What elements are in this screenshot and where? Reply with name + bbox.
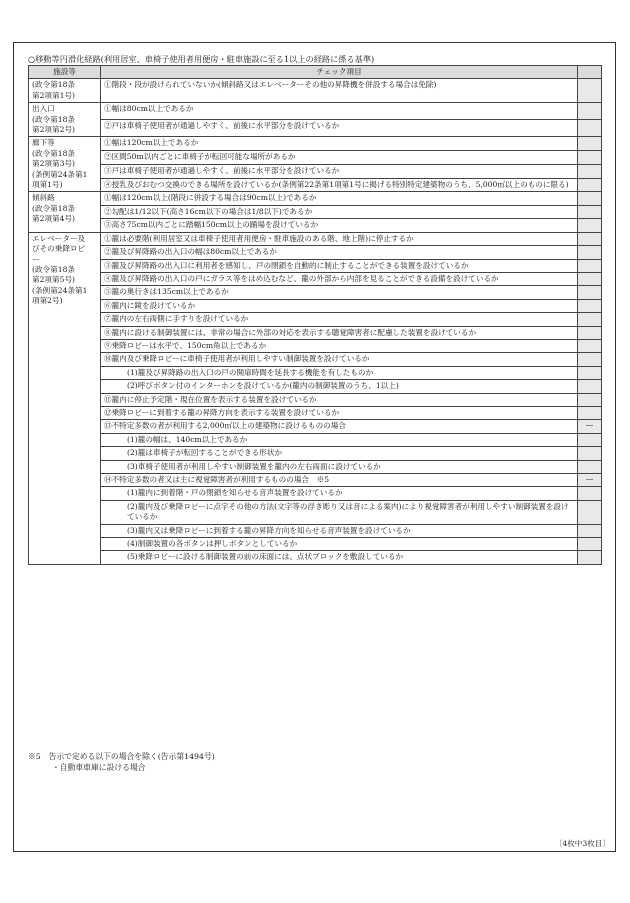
table-row	[29, 339, 602, 352]
check-item: ⑪籠内に停止予定階・現在位置を表示する装置を設けているか	[101, 393, 578, 406]
table-row	[29, 259, 602, 272]
check-subitem: (2)呼びボタン付のインターホンを設けているか(籠内の制御装置のうち、1以上)	[101, 380, 578, 393]
check-mark-cell[interactable]	[578, 232, 602, 245]
table-row	[29, 313, 602, 326]
table-row	[29, 178, 602, 192]
table-row	[29, 137, 602, 151]
check-mark-cell[interactable]	[578, 366, 602, 379]
table-row	[29, 286, 602, 299]
check-item: ⑥籠内に鏡を設けているか	[101, 299, 578, 312]
check-mark-cell[interactable]	[578, 79, 602, 103]
facility-cell: 傾斜路 (政令第18条 第2項第4号)	[29, 192, 101, 232]
header-check-mark	[578, 66, 602, 79]
facility-cell: 出入口 (政令第18条 第2項第2号)	[29, 103, 101, 137]
check-subitem: (1)籠内に到着階・戸の閉鎖を知らせる音声装置を設けているか	[101, 487, 578, 500]
check-mark-cell[interactable]	[578, 286, 602, 299]
check-mark-cell[interactable]	[578, 151, 602, 165]
check-mark-cell[interactable]	[578, 339, 602, 352]
table-row	[29, 420, 602, 433]
check-item: ②戸は車椅子使用者が通過しやすく、前後に水平部分を設けているか	[101, 120, 578, 137]
check-item: ②籠及び昇降路の出入口の幅は80cm以上であるか	[101, 246, 578, 259]
table-row	[29, 538, 602, 551]
check-mark-cell[interactable]: —	[578, 420, 602, 433]
table-row	[29, 79, 602, 103]
check-item: ④籠及び昇降路の出入口の戸にガラス等をはめ込むなど、籠の外部から内部を見ることができる設備を設けているか	[101, 272, 578, 285]
check-item: ②区間50m以内ごとに車椅子が転回可能な場所があるか	[101, 151, 578, 165]
check-mark-cell[interactable]	[578, 192, 602, 205]
facility-cell: エレベーター及 びその乗降ロビ ー (政令第18条 第2項第5号) (条例第24条第1 項第2号)	[29, 232, 101, 564]
table-row	[29, 380, 602, 393]
check-item: ①幅は120cm以上であるか	[101, 137, 578, 151]
check-mark-cell[interactable]	[578, 393, 602, 406]
check-subitem: (5)乗降ロビーに設ける制御装置の前の床面には、点状ブロックを敷設しているか	[101, 551, 578, 564]
check-subitem: (2)籠内及び乗降ロビーに点字その他の方法(文字等の浮き彫り又は音による案内)により視覚障害者が利用しやすい制御装置を設けているか	[101, 500, 578, 524]
check-item: ①階段・段が設けられていないか(傾斜路又はエレベーターその他の昇降機を併設する場合は免除)	[101, 79, 578, 103]
table-row	[29, 366, 602, 379]
table-row	[29, 353, 602, 366]
check-mark-cell[interactable]	[578, 380, 602, 393]
check-subitem: (1)籠及び昇降路の出入口の戸の開扉時間を延長する機能を有したものか	[101, 366, 578, 379]
table-header-row	[29, 66, 602, 79]
table-row	[29, 151, 602, 165]
check-item: ⑫乗降ロビーに到着する籠の昇降方向を表示する装置を設けているか	[101, 406, 578, 419]
facility-cell: 廊下等 (政令第18条 第2項第3号) (条例第24条第1 項第1号)	[29, 137, 101, 192]
table-row	[29, 192, 602, 205]
page-number: 〔4枚中3枚目〕	[554, 839, 610, 848]
check-mark-cell[interactable]	[578, 299, 602, 312]
table-row	[29, 487, 602, 500]
check-mark-cell[interactable]	[578, 246, 602, 259]
table-row	[29, 551, 602, 564]
check-mark-cell[interactable]	[578, 137, 602, 151]
check-mark-cell[interactable]	[578, 433, 602, 446]
check-subitem: (1)籠の幅は、140cm以上であるか	[101, 433, 578, 446]
check-mark-cell[interactable]	[578, 500, 602, 524]
check-item: ⑦籠内の左右両側に手すりを設けているか	[101, 313, 578, 326]
table-row	[29, 474, 602, 487]
check-subitem: (4)制御装置の各ボタンは押しボタンとしているか	[101, 538, 578, 551]
check-mark-cell[interactable]	[578, 326, 602, 339]
check-mark-cell[interactable]	[578, 259, 602, 272]
table-row	[29, 299, 602, 312]
check-item: ①籠は必要階(利用居室又は車椅子使用者用便房・駐車施設のある階、地上階)に停止するか	[101, 232, 578, 245]
table-row	[29, 205, 602, 218]
check-mark-cell[interactable]	[578, 103, 602, 120]
header-facility: 施設等	[29, 66, 101, 79]
check-item: ⑧籠内に設ける制御装置には、非常の場合に外部の対応を表示する聴覚障害者に配慮した装置を設けているか	[101, 326, 578, 339]
table-row	[29, 120, 602, 137]
check-item: ②勾配は1/12以下(高さ16cm以下の場合は1/8以下)であるか	[101, 205, 578, 218]
check-item: ⑬不特定多数の者が利用する2,000㎡以上の建築物に設けるものの場合	[101, 420, 578, 433]
table-row	[29, 393, 602, 406]
check-subitem: (3)車椅子使用者が利用しやすい制御装置を籠内の左右両面に設けているか	[101, 460, 578, 473]
check-item: ①幅は120cm以上(階段に併設する場合は90cm以上)であるか	[101, 192, 578, 205]
table-row	[29, 103, 602, 120]
check-subitem: (3)籠内又は乗降ロビーに到着する籠の昇降方向を知らせる音声装置を設けているか	[101, 524, 578, 537]
check-item: ①幅は80cm以上であるか	[101, 103, 578, 120]
check-mark-cell[interactable]	[578, 178, 602, 192]
table-row	[29, 524, 602, 537]
check-item: ③籠及び昇降路の出入口に利用者を感知し、戸の閉鎖を自動的に制止することができる装置を設けているか	[101, 259, 578, 272]
table-row	[29, 272, 602, 285]
footnote	[28, 751, 215, 773]
check-item: ⑤籠の奥行きは135cm以上であるか	[101, 286, 578, 299]
check-subitem: (2)籠は車椅子が転回することができる形状か	[101, 447, 578, 460]
table-row	[29, 164, 602, 178]
check-mark-cell[interactable]	[578, 406, 602, 419]
check-mark-cell[interactable]	[578, 353, 602, 366]
footnote-line-2: ・自動車車庫に設ける場合	[52, 763, 146, 772]
check-mark-cell[interactable]	[578, 447, 602, 460]
check-mark-cell[interactable]	[578, 313, 602, 326]
check-mark-cell[interactable]	[578, 164, 602, 178]
table-row	[29, 326, 602, 339]
check-item: ③戸は車椅子使用者が通過しやすく、前後に水平部分を設けているか	[101, 164, 578, 178]
check-item: ⑩籠内及び乗降ロビーに車椅子使用者が利用しやすい制御装置を設けているか	[101, 353, 578, 366]
checklist-table	[28, 65, 602, 565]
table-row	[29, 433, 602, 446]
facility-cell: (政令第18条 第2項第1号)	[29, 79, 101, 103]
check-item: ⑨乗降ロビーは水平で、150cm角以上であるか	[101, 339, 578, 352]
footnote-line-1: ※5 告示で定める以下の場合を除く(告示第1494号)	[28, 752, 215, 761]
header-check-items: チェック項目	[101, 66, 578, 79]
check-item: ③高さ75cm以内ごとに踏幅150cm以上の踊場を設けているか	[101, 219, 578, 232]
table-row	[29, 246, 602, 259]
check-item: ⑭不特定多数の者又は主に視覚障害者が利用するものの場合 ※5	[101, 474, 578, 487]
check-mark-cell[interactable]	[578, 487, 602, 500]
check-item: ④授乳及びおむつ交換のできる場所を設けているか(条例第22条第1項第1号に掲げる特別特定建築物のうち、5,000㎡以上のものに限る)	[101, 178, 578, 192]
table-row	[29, 500, 602, 524]
table-row	[29, 232, 602, 245]
check-mark-cell[interactable]	[578, 120, 602, 137]
table-row	[29, 447, 602, 460]
check-mark-cell[interactable]	[578, 219, 602, 232]
checklist-body	[29, 79, 602, 564]
check-mark-cell[interactable]	[578, 538, 602, 551]
check-mark-cell[interactable]	[578, 551, 602, 564]
table-row	[29, 219, 602, 232]
table-row	[29, 406, 602, 419]
check-mark-cell[interactable]	[578, 524, 602, 537]
check-mark-cell[interactable]	[578, 205, 602, 218]
section-heading: ○移動等円滑化経路(利用居室、車椅子使用者用便房・駐車施設に至る1以上の経路に係る基準)	[28, 54, 375, 64]
check-mark-cell[interactable]	[578, 460, 602, 473]
check-mark-cell[interactable]: —	[578, 474, 602, 487]
check-mark-cell[interactable]	[578, 272, 602, 285]
table-row	[29, 460, 602, 473]
